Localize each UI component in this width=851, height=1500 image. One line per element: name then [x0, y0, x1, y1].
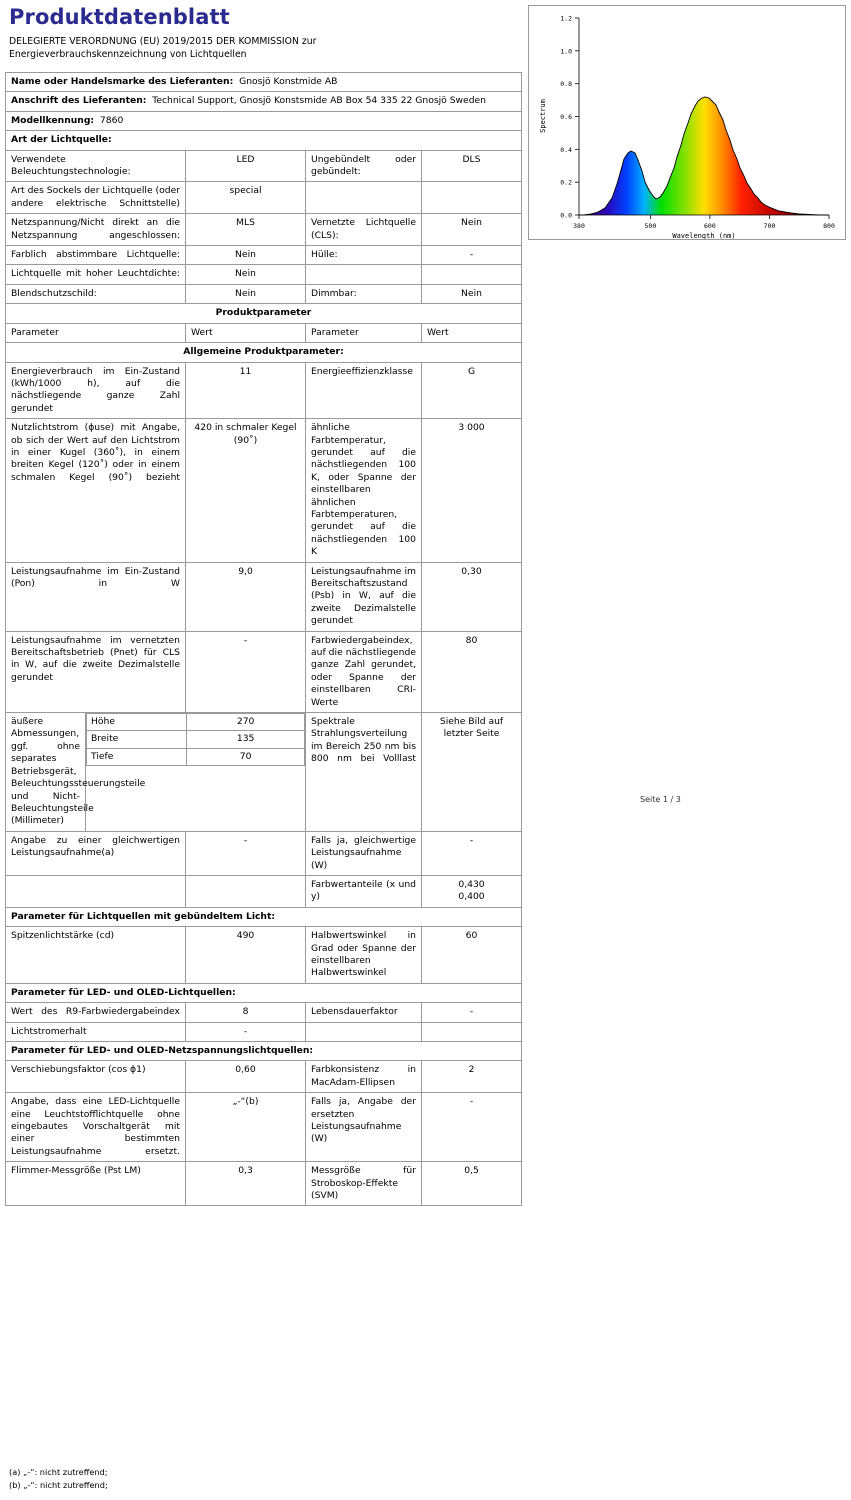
replaced-power-label: Falls ja, Angabe der ersetzten Leistungsaufnahme (W) [306, 1093, 422, 1162]
high-luminance-value-2 [422, 265, 522, 284]
colour-consistency-label: Farbkonsistenz in MacAdam-Ellipsen [306, 1061, 422, 1093]
high-luminance-label: Lichtquelle mit hoher Leuchtdichte: [6, 265, 186, 284]
table-row-socket [6, 182, 522, 214]
cri-label: Farbwiedergabeindex, auf die nächstliegende ganze Zahl gerundet, oder Spanne der einstellbaren CRI-Werte [306, 631, 422, 712]
replaced-power-value: - [422, 1093, 522, 1162]
lumen-maintenance-value-2 [422, 1022, 522, 1041]
colour-temperature-label: ähnliche Farbtemperatur, gerundet auf die nächstliegenden 100 K, oder Spanne der einstellbaren ähnlichen Farbtemperaturen, gerundet auf die nächstliegenden 100 K [306, 419, 422, 562]
dimension-name-depth: Tiefe [87, 748, 187, 765]
cls-value: Nein [422, 214, 522, 246]
svg-text:1.2: 1.2 [560, 14, 572, 23]
replacement-claim-value: „-“(b) [186, 1093, 306, 1162]
table-row-chromaticity [6, 875, 522, 907]
equivalent-power-label [6, 831, 186, 875]
lumen-maintenance-label: Lichtstromerhalt [6, 1022, 186, 1041]
socket-value: special [186, 182, 306, 214]
chromaticity-value [422, 875, 522, 907]
led-oled-section-title: Parameter für LED- und OLED-Lichtquellen: [6, 983, 522, 1002]
spectral-distribution-value: Siehe Bild auf letzter Seite [422, 713, 522, 832]
dimmable-value: Nein [422, 284, 522, 303]
svg-text:0.6: 0.6 [560, 113, 572, 121]
high-luminance-label-2 [306, 265, 422, 284]
subtitle-line-2: Energieverbrauchskennzeichnung von Lichtquellen [9, 49, 247, 60]
svm-value: 0,5 [422, 1162, 522, 1206]
supplier-address-label: Anschrift des Lieferanten: [11, 95, 147, 107]
section-product-parameters [6, 304, 522, 323]
luminous-flux-value: 420 in schmaler Kegel (90˚) [186, 419, 306, 562]
led-oled-mains-section-title: Parameter für LED- und OLED-Netzspannungslichtquellen: [6, 1042, 522, 1061]
dimension-row-height [87, 714, 305, 731]
svg-text:0.2: 0.2 [560, 178, 572, 187]
dimension-row-width [87, 731, 305, 748]
dimensions-subtable-cell [86, 713, 306, 832]
svg-text:600: 600 [704, 222, 716, 230]
general-parameters-title: Allgemeine Produktparameter: [6, 343, 522, 362]
dimension-name-width: Breite [87, 731, 187, 748]
svg-text:800: 800 [823, 222, 835, 230]
supplier-name-value: Gnosjö Konstmide AB [239, 76, 338, 87]
power-networked-value: - [186, 631, 306, 712]
power-on-value: 9,0 [186, 562, 306, 631]
header-parameter-2: Parameter [306, 323, 422, 342]
product-parameters-title: Produktparameter [6, 304, 522, 323]
table-row-displacement-factor [6, 1061, 522, 1093]
chart-xlabel: Wavelength (nm) [672, 232, 736, 239]
svg-text:700: 700 [763, 222, 776, 230]
equivalent-power-label-text: Angabe zu einer gleichwertigen Leistungsaufnahme(a) [11, 834, 180, 859]
colour-consistency-value: 2 [422, 1061, 522, 1093]
section-directional [6, 907, 522, 926]
technology-label: Verwendete Beleuchtungstechnologie: [6, 150, 186, 182]
footnotes [9, 1466, 525, 1492]
high-luminance-value: Nein [186, 265, 306, 284]
survival-factor-value: - [422, 1003, 522, 1022]
beam-label: Ungebündelt oder gebündelt: [306, 150, 422, 182]
table-row-power-networked [6, 631, 522, 712]
table-row-supplier-address [6, 92, 522, 111]
section-led-oled-mains [6, 1042, 522, 1061]
model-value: 7860 [99, 114, 124, 126]
section-general-parameters [6, 343, 522, 362]
table-row-r9 [6, 1003, 522, 1022]
chart-ylabel: Spectrum [539, 99, 547, 133]
chromaticity-blank-label [6, 875, 186, 907]
r9-label: Wert des R9-Farbwiedergabeindex [6, 1003, 186, 1022]
dimension-row-depth [87, 748, 305, 765]
dimension-value-height: 270 [187, 714, 305, 731]
dimension-value-depth: 70 [187, 748, 305, 765]
table-row-model [6, 111, 522, 130]
dimensions-subtable [86, 713, 305, 783]
header-parameter-1: Parameter [6, 323, 186, 342]
beam-value: DLS [422, 150, 522, 182]
document-subtitle [9, 35, 521, 61]
table-row-technology [6, 150, 522, 182]
table-row-colour-tunable [6, 246, 522, 265]
cls-label: Vernetzte Lichtquelle (CLS): [306, 214, 422, 246]
svg-text:500: 500 [644, 222, 657, 230]
chromaticity-label: Farbwertanteile (x und y) [306, 875, 422, 907]
technology-value: LED [186, 150, 306, 182]
colour-temperature-value: 3 000 [422, 419, 522, 562]
displacement-factor-label: Verschiebungsfaktor (cos ϕ1) [6, 1061, 186, 1093]
supplier-name-label: Name oder Handelsmarke des Lieferanten: [11, 76, 234, 87]
supplier-address-cell [6, 92, 522, 111]
peak-intensity-label: Spitzenlichtstärke (cd) [6, 927, 186, 984]
colour-tunable-value: Nein [186, 246, 306, 265]
footnote-b: (b) „-“: nicht zutreffend; [9, 1480, 108, 1490]
lumen-maintenance-value: - [186, 1022, 306, 1041]
chromaticity-x: 0,430 [458, 878, 485, 890]
power-standby-label: Leistungsaufnahme im Bereitschaftszustand (Psb) in W, auf die zweite Dezimalstelle gerundet [306, 562, 422, 631]
cri-value: 80 [422, 631, 522, 712]
svm-label: Messgröße für Stroboskop-Effekte (SVM) [306, 1162, 422, 1206]
energy-consumption-label: Energieverbrauch im Ein-Zustand (kWh/1000 h), auf die nächstliegende ganze Zahl gerundet [6, 362, 186, 419]
svg-text:380: 380 [573, 222, 585, 230]
survival-factor-label: Lebensdauerfaktor [306, 1003, 422, 1022]
table-row-supplier-name [6, 73, 522, 92]
r9-value: 8 [186, 1003, 306, 1022]
flicker-value: 0,3 [186, 1162, 306, 1206]
table-row-energy-consumption [6, 362, 522, 419]
anti-glare-label: Blendschutzschild: [6, 284, 186, 303]
replacement-claim-label: Angabe, dass eine LED-Lichtquelle eine Leuchtstofflichtquelle ohne eingebautes Vorschaltgerät mit einer bestimmten Leistungsaufnahme ersetzt. [6, 1093, 186, 1162]
subtitle-line-1: DELEGIERTE VERORDNUNG (EU) 2019/2015 DER KOMMISSION zur [9, 36, 317, 47]
model-label: Modellkennung: [11, 114, 95, 126]
colour-tunable-label: Farblich abstimmbare Lichtquelle: [6, 246, 186, 265]
power-on-label: Leistungsaufnahme im Ein-Zustand (Pon) in W [6, 562, 186, 631]
mains-label: Netzspannung/Nicht direkt an die Netzspannung angeschlossen: [6, 214, 186, 246]
light-source-section-title: Art der Lichtquelle: [6, 131, 522, 150]
svg-text:1.0: 1.0 [560, 47, 572, 56]
socket-label: Art des Sockels der Lichtquelle (oder andere elektrische Schnittstelle) [6, 182, 186, 214]
dimensions-label: äußere Abmessungen, ggf. ohne separates Betriebsgerät, Beleuchtungssteuerungsteile und Nicht-Beleuchtungsteile (Millimeter) [6, 713, 86, 832]
beam-angle-label: Halbwertswinkel in Grad oder Spanne der einstellbaren Halbwertswinkel [306, 927, 422, 984]
displacement-factor-value: 0,60 [186, 1061, 306, 1093]
dimension-filler-right [187, 766, 305, 783]
table-row-lumen-maintenance [6, 1022, 522, 1041]
mains-value: MLS [186, 214, 306, 246]
chromaticity-blank-value [186, 875, 306, 907]
table-row-replacement-claim [6, 1093, 522, 1162]
supplier-name-cell [6, 73, 522, 92]
anti-glare-value: Nein [186, 284, 306, 303]
equivalent-power-value: - [186, 831, 306, 875]
supplier-address-value: Technical Support, Gnosjö Konstsmide AB Box 54 335 22 Gnosjö Sweden [152, 95, 487, 107]
table-row-peak-intensity [6, 927, 522, 984]
energy-class-value: G [422, 362, 522, 419]
luminous-flux-label: Nutzlichtstrom (ϕuse) mit Angabe, ob sich der Wert auf den Lichtstrom in einer Kugel (360˚), in einem breiten Kegel (120˚) oder in einem schmalen Kegel (90˚) bezieht [6, 419, 186, 562]
spectrum-chart [529, 6, 845, 239]
dimmable-label: Dimmbar: [306, 284, 422, 303]
equivalent-power-value-2: - [422, 831, 522, 875]
table-row-parameter-header [6, 323, 522, 342]
table-row-power-on [6, 562, 522, 631]
header-value-2: Wert [422, 323, 522, 342]
table-row-dimensions [6, 713, 522, 832]
table-row-equivalent-power [6, 831, 522, 875]
page-number: Seite 1 / 3 [640, 795, 681, 804]
header-value-1: Wert [186, 323, 306, 342]
spectral-distribution-figure [528, 5, 846, 240]
dimension-value-width: 135 [187, 731, 305, 748]
table-row-luminous-flux [6, 419, 522, 562]
table-row-high-luminance [6, 265, 522, 284]
lumen-maintenance-label-2 [306, 1022, 422, 1041]
energy-consumption-value: 11 [186, 362, 306, 419]
table-row-mains [6, 214, 522, 246]
svg-text:0.0: 0.0 [560, 211, 572, 220]
power-standby-value: 0,30 [422, 562, 522, 631]
envelope-value: - [422, 246, 522, 265]
dimension-name-height: Höhe [87, 714, 187, 731]
section-light-source-type [6, 131, 522, 150]
directional-section-title: Parameter für Lichtquellen mit gebündeltem Licht: [6, 907, 522, 926]
table-row-anti-glare [6, 284, 522, 303]
model-cell [6, 111, 522, 130]
socket-value-2 [422, 182, 522, 214]
svg-text:0.4: 0.4 [560, 145, 572, 154]
chromaticity-y: 0,400 [458, 891, 485, 903]
table-row-flicker [6, 1162, 522, 1206]
footnote-a: (a) „-“: nicht zutreffend; [9, 1467, 108, 1477]
page-title: Produktdatenblatt [9, 5, 230, 29]
flicker-label: Flimmer-Messgröße (Pst LM) [6, 1162, 186, 1206]
beam-angle-value: 60 [422, 927, 522, 984]
product-data-table [5, 72, 522, 1206]
power-networked-label: Leistungsaufnahme im vernetzten Bereitschaftsbetrieb (Pnet) für CLS in W, auf die zweite Dezimalstelle gerundet [6, 631, 186, 712]
envelope-label: Hülle: [306, 246, 422, 265]
energy-class-label: Energieeffizienzklasse [306, 362, 422, 419]
spectral-distribution-label: Spektrale Strahlungsverteilung im Bereich 250 nm bis 800 nm bei Volllast [306, 713, 422, 832]
equivalent-power-label-2: Falls ja, gleichwertige Leistungsaufnahme (W) [306, 831, 422, 875]
svg-text:0.8: 0.8 [560, 80, 572, 89]
socket-label-2 [306, 182, 422, 214]
title-block [5, 5, 521, 66]
peak-intensity-value: 490 [186, 927, 306, 984]
section-led-oled [6, 983, 522, 1002]
